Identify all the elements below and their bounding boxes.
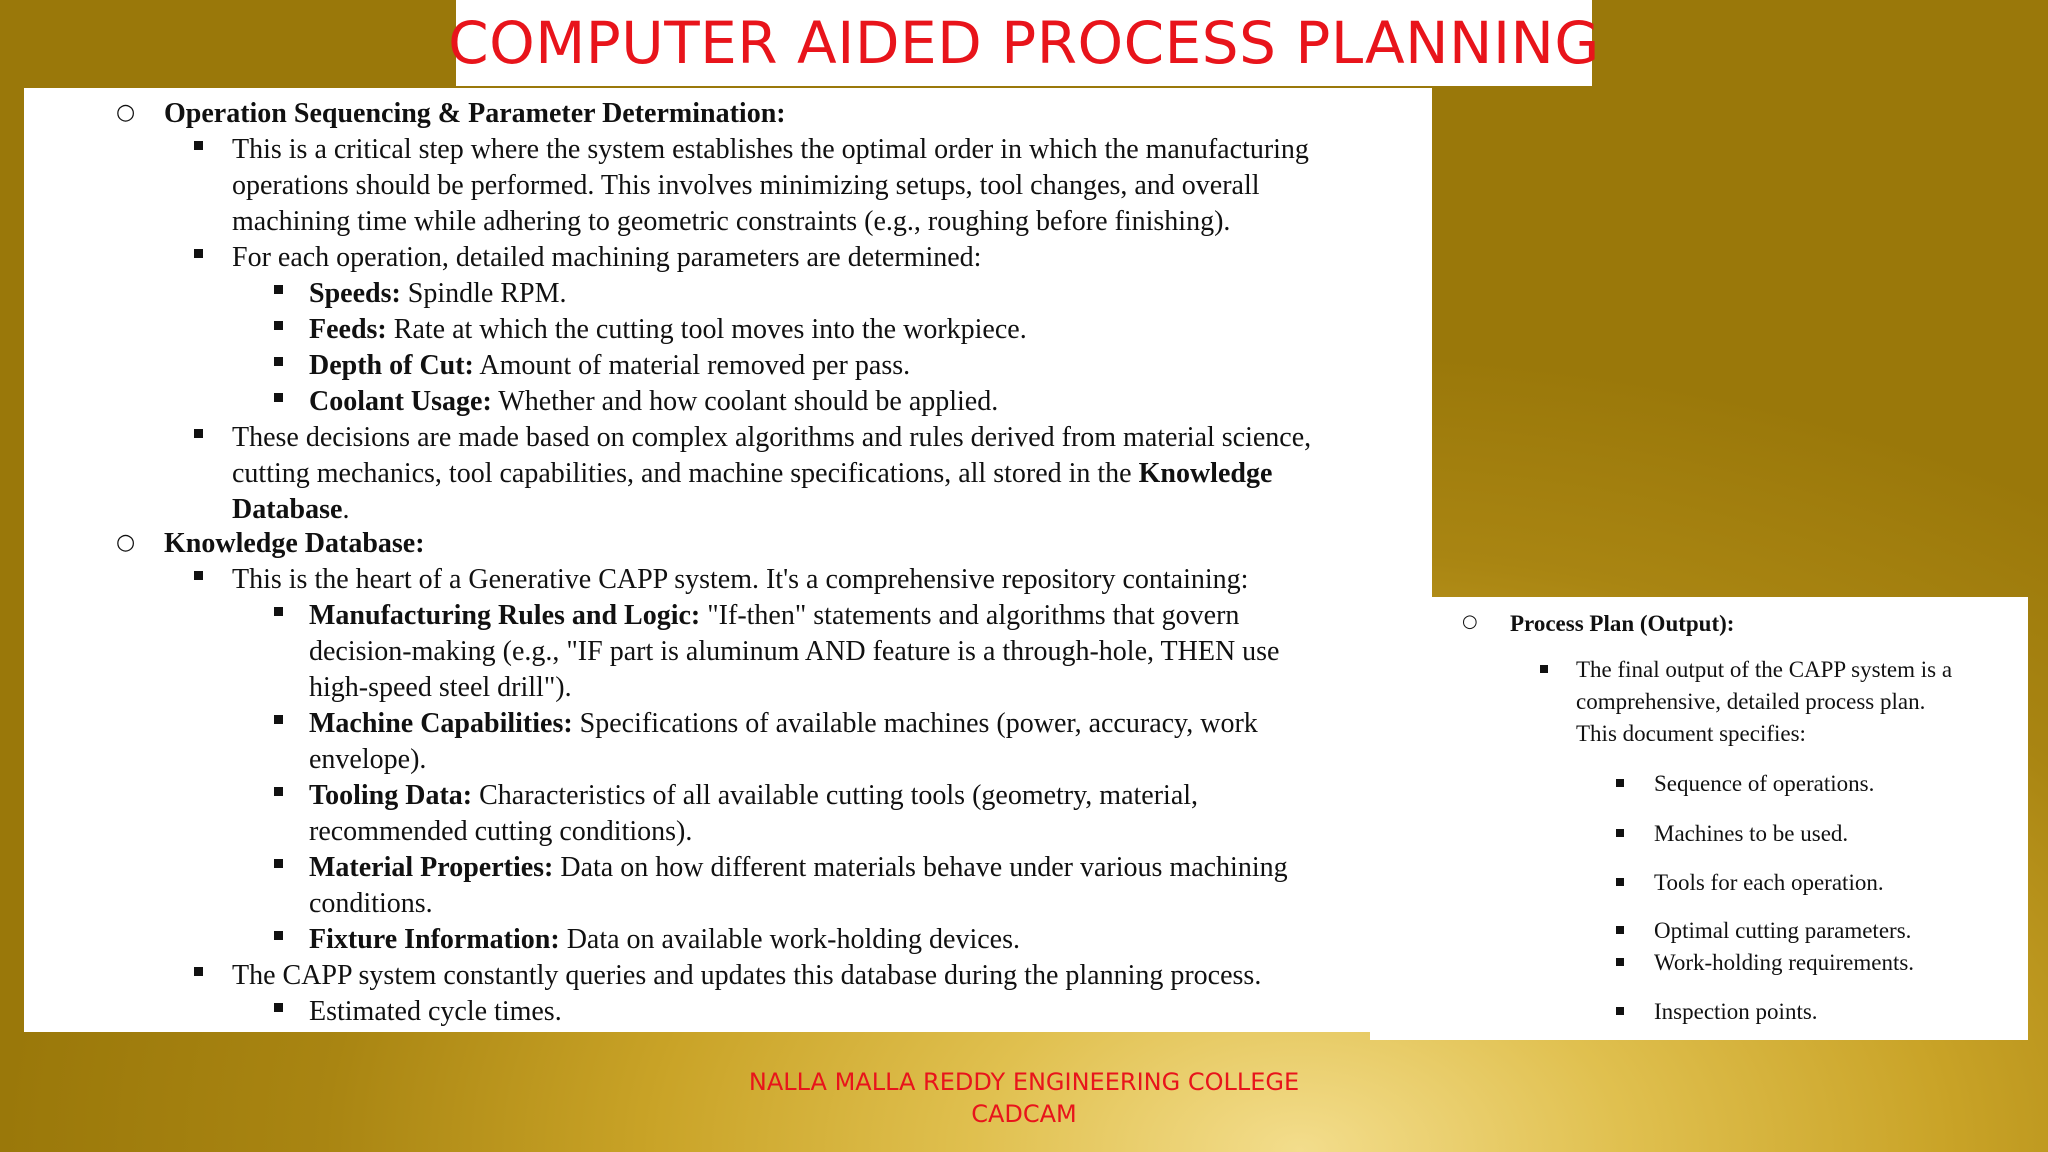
square-bullet-icon [194,571,203,580]
square-bullet-icon [274,859,283,868]
square-bullet-icon [1540,665,1548,673]
kd-tooling-data-line-1: Tooling Data: Characteristics of all available cutting tools (geometry, material, [309,780,1199,811]
footer-college-name: NALLA MALLA REDDY ENGINEERING COLLEGE [748,1068,1300,1096]
square-bullet-icon [1616,1007,1624,1015]
square-bullet-icon [274,715,283,724]
op-bullet-1-line-3: machining time while adhering to geometric constraints (e.g., roughing before finishing). [232,206,1231,237]
process-plan-bullet-line-3: This document specifies: [1576,721,1806,746]
kd-estimated-cycle-times: Estimated cycle times. [309,996,562,1027]
kd-manufacturing-rules-line-2: decision-making (e.g., "IF part is aluminum AND feature is a through-hole, THEN use [309,636,1280,667]
kd-manufacturing-rules-line-1: Manufacturing Rules and Logic: "If-then" statements and algorithms that govern [309,600,1240,631]
hollow-circle-bullet-icon: ○ [116,530,136,555]
op-bullet-3-line-1: These decisions are made based on complex algorithms and rules derived from material science, [232,422,1312,453]
footer-course-name: CADCAM [971,1100,1077,1128]
op-bullet-1-line-2: operations should be performed. This involves minimizing setups, tool changes, and overall [232,170,1260,201]
plan-item: Inspection points. [1654,999,1818,1024]
operation-sequencing-heading: Operation Sequencing & Parameter Determination: [164,98,786,129]
square-bullet-icon [1616,878,1624,886]
plan-item: Sequence of operations. [1654,771,1875,796]
plan-item: Tools for each operation. [1654,870,1884,895]
square-bullet-icon [194,141,203,150]
param-coolant-usage: Coolant Usage: Whether and how coolant should be applied. [309,386,999,417]
plan-item: Work-holding requirements. [1654,950,1915,975]
hollow-circle-bullet-icon: ○ [1462,611,1478,632]
process-plan-bullet-line-1: The final output of the CAPP system is a [1576,657,1953,682]
square-bullet-icon [274,1003,283,1012]
kd-tooling-data-line-2: recommended cutting conditions). [309,816,693,847]
knowledge-database-heading: Knowledge Database: [164,528,425,559]
param-feeds: Feeds: Rate at which the cutting tool moves into the workpiece. [309,314,1027,345]
kd-machine-capabilities-line-2: envelope). [309,744,427,775]
square-bullet-icon [194,967,203,976]
process-plan-panel [1370,597,2028,1040]
square-bullet-icon [274,285,283,294]
op-bullet-3-line-2: cutting mechanics, tool capabilities, and machine specifications, all stored in the Knowledge [232,458,1273,489]
title-box [448,0,1600,86]
param-speeds: Speeds: Spindle RPM. [309,278,567,309]
square-bullet-icon [194,249,203,258]
square-bullet-icon [274,607,283,616]
kd-bullet-2: The CAPP system constantly queries and updates this database during the planning process. [232,960,1262,991]
plan-item: Optimal cutting parameters. [1654,918,1912,943]
kd-machine-capabilities-line-1: Machine Capabilities: Specifications of available machines (power, accuracy, work [309,708,1258,739]
square-bullet-icon [194,429,203,438]
square-bullet-icon [274,931,283,940]
op-bullet-1-line-1: This is a critical step where the system establishes the optimal order in which the manufacturing [232,134,1309,165]
square-bullet-icon [1616,958,1624,966]
square-bullet-icon [274,393,283,402]
process-plan-heading: Process Plan (Output): [1510,611,1735,636]
hollow-circle-bullet-icon: ○ [116,100,136,125]
kd-material-properties-line-1: Material Properties: Data on how different materials behave under various machining [309,852,1288,883]
op-bullet-2: For each operation, detailed machining parameters are determined: [232,242,982,273]
square-bullet-icon [1616,829,1624,837]
square-bullet-icon [274,321,283,330]
kd-material-properties-line-2: conditions. [309,888,433,919]
square-bullet-icon [274,357,283,366]
kd-manufacturing-rules-line-3: high-speed steel drill"). [309,672,572,703]
op-bullet-3-line-3: Database. [232,494,350,525]
kd-bullet-1: This is the heart of a Generative CAPP system. It's a comprehensive repository containing: [232,564,1249,595]
slide-title: COMPUTER AIDED PROCESS PLANNING [448,9,1600,77]
kd-fixture-information: Fixture Information: Data on available work-holding devices. [309,924,1020,955]
process-plan-bullet-line-2: comprehensive, detailed process plan. [1576,689,1926,714]
plan-item: Machines to be used. [1654,821,1849,846]
param-depth-of-cut: Depth of Cut: Amount of material removed per pass. [309,350,911,381]
square-bullet-icon [1616,926,1624,934]
square-bullet-icon [1616,779,1624,787]
square-bullet-icon [274,787,283,796]
main-content-panel [24,88,1432,1032]
